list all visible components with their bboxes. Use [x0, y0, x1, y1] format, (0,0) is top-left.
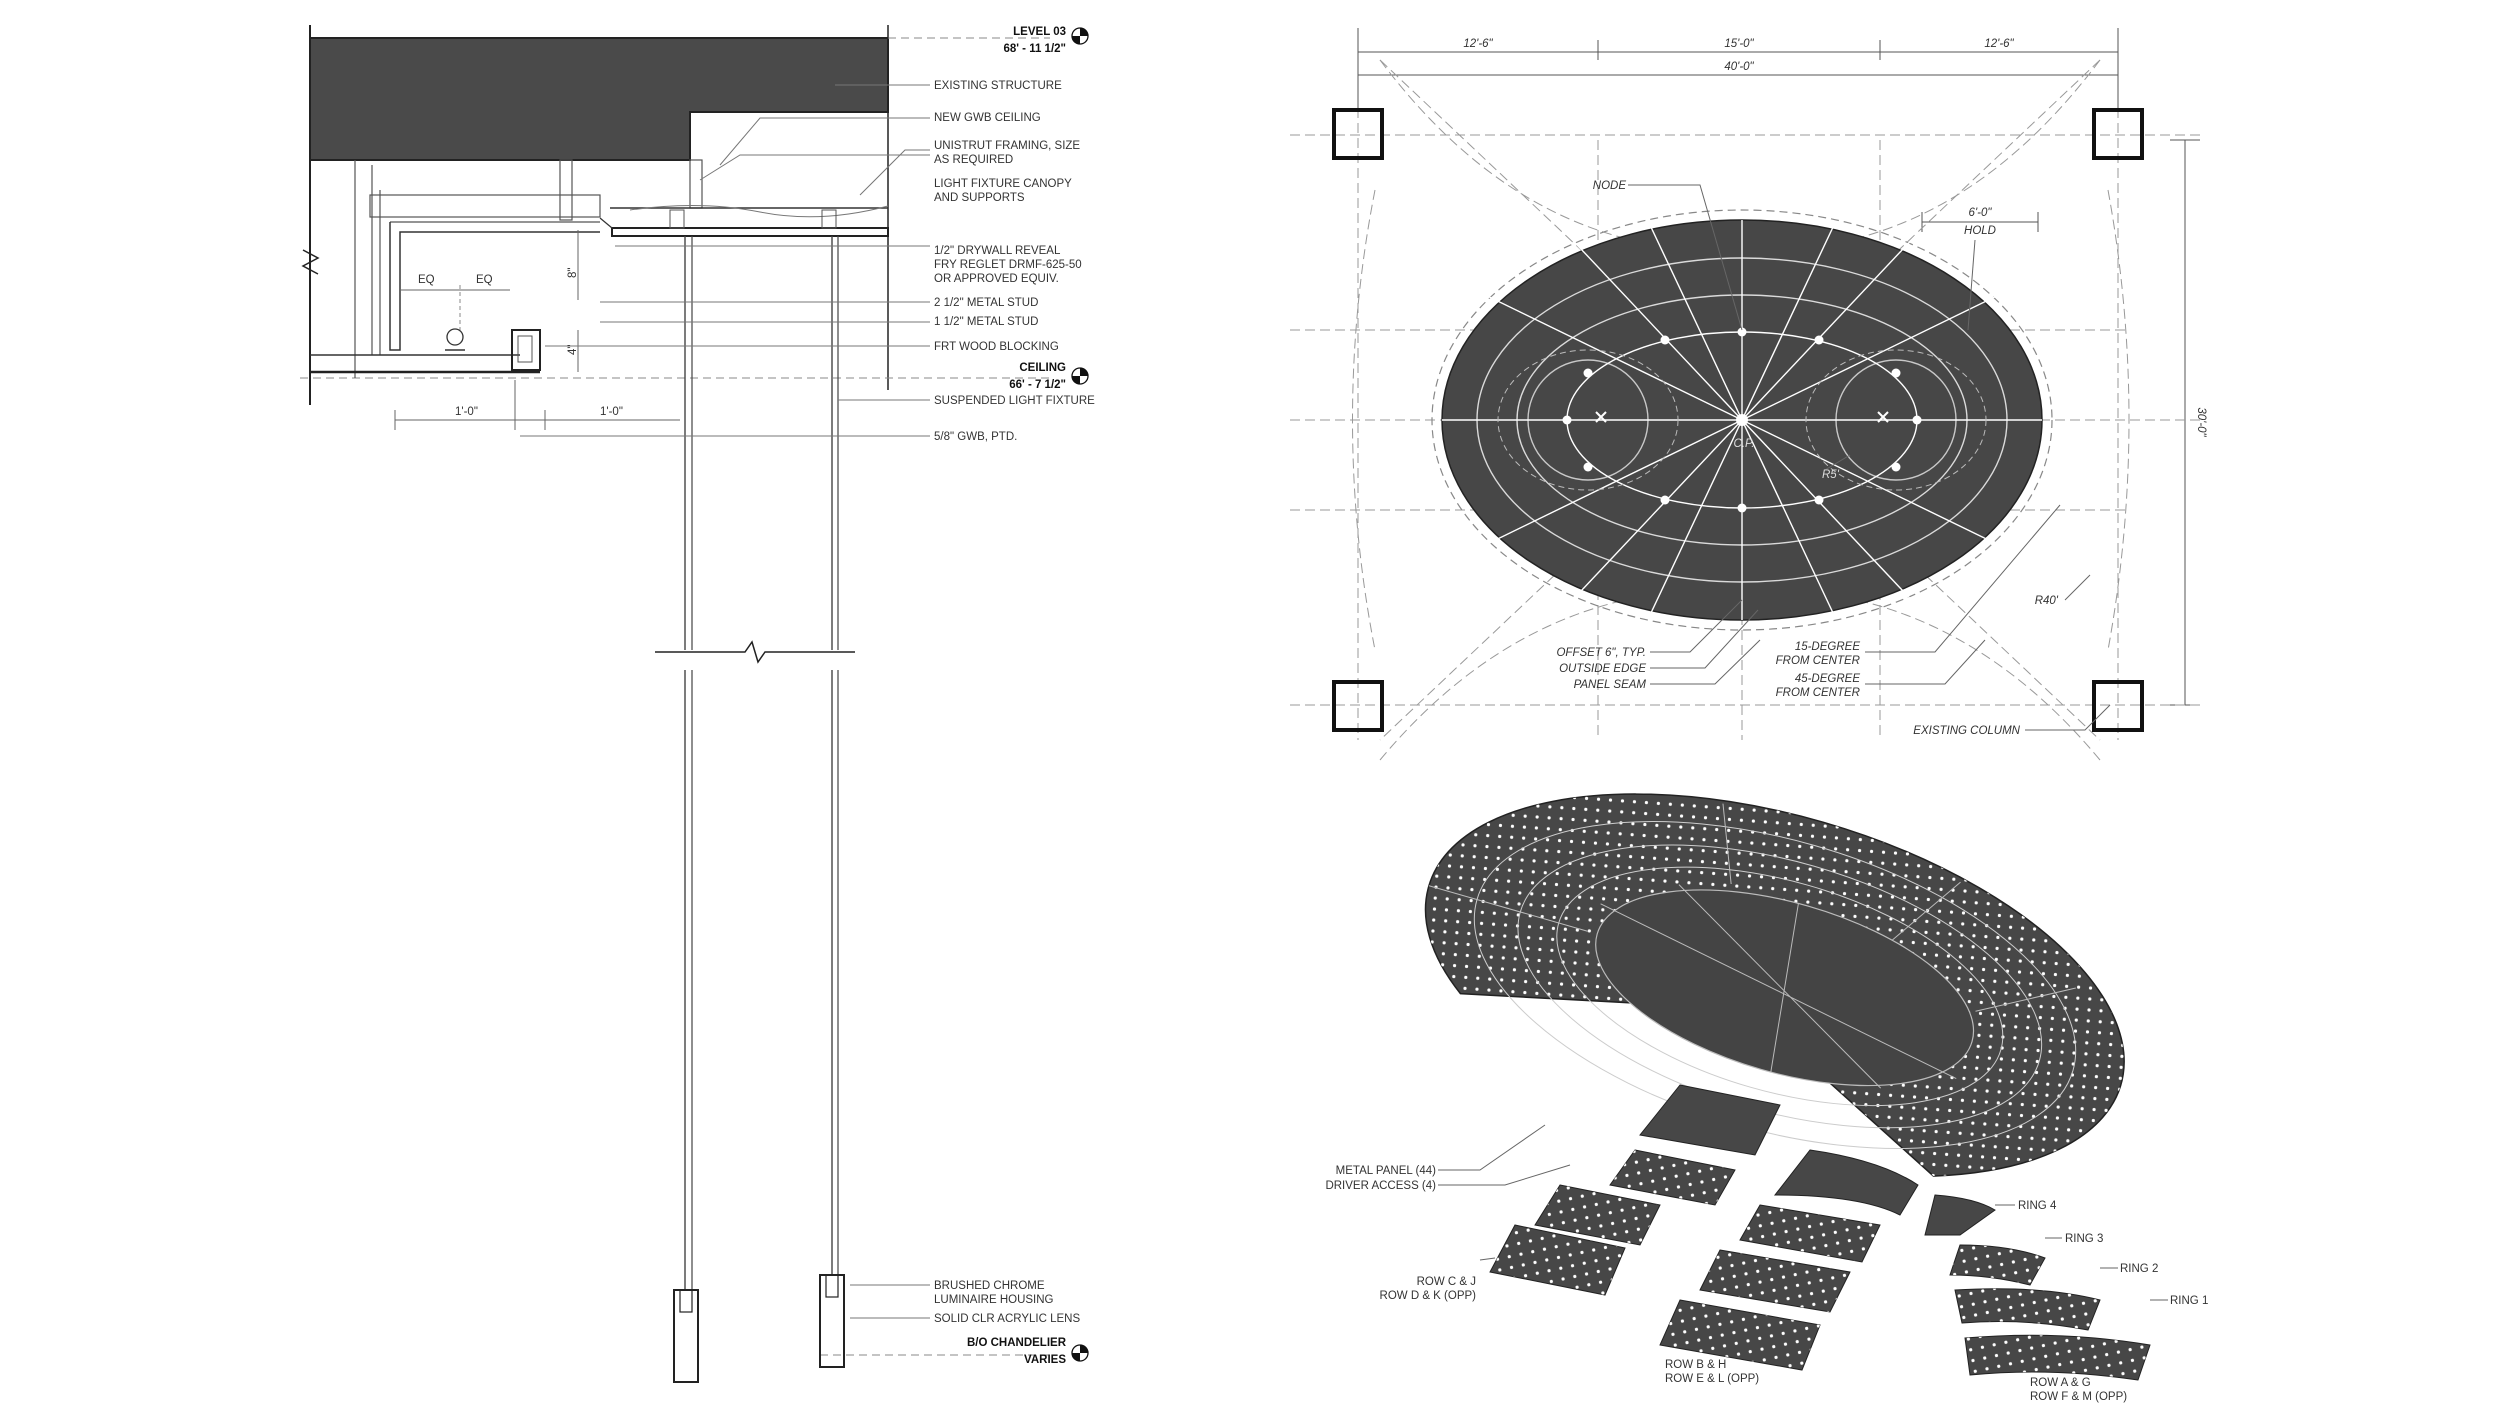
note-stud-25: 2 1/2" METAL STUD: [934, 297, 1039, 309]
dim-eight: 8": [567, 267, 579, 278]
dim-height: 30'-0": [2195, 407, 2207, 437]
dim-one-ft-left: 1'-0": [455, 406, 478, 418]
axon-view: [1389, 723, 2168, 1380]
driver-access-panel-3: [1925, 1195, 1995, 1235]
dim-total: 40'-0": [1724, 61, 1754, 73]
note-reveal-2: FRY REGLET DRMF-625-50: [934, 259, 1082, 271]
deg15-label-1: 15-DEGREE: [1794, 641, 1860, 653]
level03-elevation: 68' - 11 1/2": [1003, 43, 1066, 55]
ring1-label: RING 1: [2170, 1295, 2209, 1307]
note-canopy-1: LIGHT FIXTURE CANOPY: [934, 178, 1072, 190]
dim-one-ft-right: 1'-0": [600, 406, 623, 418]
driver-access-panel-1: [1640, 1085, 1780, 1155]
dim-four: 4": [567, 344, 579, 355]
deg15-label-2: FROM CENTER: [1775, 655, 1860, 667]
note-reveal-1: 1/2" DRYWALL REVEAL: [934, 245, 1061, 257]
ring4-label: RING 4: [2018, 1200, 2057, 1212]
column-br: [2094, 682, 2142, 730]
dim-eq-2: EQ: [476, 274, 493, 286]
note-existing-structure: EXISTING STRUCTURE: [934, 80, 1062, 92]
existing-structure-slab: [310, 38, 888, 160]
chandelier-elevation: VARIES: [1024, 1354, 1066, 1366]
column-bl: [1334, 682, 1382, 730]
dim-eq-1: EQ: [418, 274, 435, 286]
note-reveal-3: OR APPROVED EQUIV.: [934, 273, 1059, 285]
metal-panel-label: METAL PANEL (44): [1335, 1165, 1436, 1177]
dim-hold: 6'-0": [1968, 207, 1992, 219]
note-unistrut-2: AS REQUIRED: [934, 154, 1014, 166]
ceiling-title: CEILING: [1019, 362, 1066, 374]
existing-column-label: EXISTING COLUMN: [1913, 725, 2020, 737]
note-canopy-2: AND SUPPORTS: [934, 192, 1025, 204]
note-chrome-2: LUMINAIRE HOUSING: [934, 1294, 1054, 1306]
row-bh-label-1: ROW B & H: [1665, 1359, 1727, 1371]
luminaire-right: [820, 1275, 844, 1367]
outside-edge-label: OUTSIDE EDGE: [1559, 663, 1646, 675]
chandelier-title: B/O CHANDELIER: [966, 1337, 1066, 1349]
note-lens: SOLID CLR ACRYLIC LENS: [934, 1313, 1081, 1325]
hold-label: HOLD: [1964, 225, 1996, 237]
level-marker-chandelier: [1072, 1345, 1088, 1361]
offset-label: OFFSET 6", TYP.: [1556, 647, 1646, 659]
level03-title: LEVEL 03: [1013, 26, 1066, 38]
deg45-label-1: 45-DEGREE: [1794, 673, 1860, 685]
note-gwb: 5/8" GWB, PTD.: [934, 431, 1018, 443]
note-chrome-1: BRUSHED CHROME: [934, 1280, 1045, 1292]
level-marker-level03: [1072, 28, 1088, 44]
r40-label: R40': [2034, 595, 2058, 607]
dim-left: 12'-6": [1463, 38, 1493, 50]
note-suspended: SUSPENDED LIGHT FIXTURE: [934, 395, 1095, 407]
ceiling-elevation: 66' - 7 1/2": [1009, 379, 1066, 391]
node-label: NODE: [1592, 180, 1626, 192]
dim-right: 12'-6": [1984, 38, 2014, 50]
note-stud-15: 1 1/2" METAL STUD: [934, 316, 1039, 328]
luminaire-left: [674, 1290, 698, 1382]
panel-seam-label: PANEL SEAM: [1573, 679, 1646, 691]
cp-label: C.P.: [1733, 438, 1755, 450]
r5-label: R5': [1822, 469, 1839, 481]
ring3-label: RING 3: [2065, 1233, 2104, 1245]
level-marker-ceiling: [1072, 368, 1088, 384]
section-detail: [300, 25, 1088, 1382]
dim-mid: 15'-0": [1724, 38, 1754, 50]
ring2-label: RING 2: [2120, 1263, 2159, 1275]
deg45-label-2: FROM CENTER: [1775, 687, 1860, 699]
driver-access-label: DRIVER ACCESS (4): [1325, 1180, 1436, 1192]
note-unistrut-1: UNISTRUT FRAMING, SIZE: [934, 140, 1081, 152]
row-ag-label-1: ROW A & G: [2030, 1377, 2091, 1389]
note-frt: FRT WOOD BLOCKING: [934, 341, 1059, 353]
plan-view: [1290, 28, 2200, 760]
note-new-gwb: NEW GWB CEILING: [934, 112, 1041, 124]
row-bh-label-2: ROW E & L (OPP): [1665, 1373, 1760, 1385]
row-cj-label-1: ROW C & J: [1416, 1276, 1476, 1288]
row-ag-label-2: ROW F & M (OPP): [2030, 1391, 2128, 1403]
driver-access-panel-2: [1775, 1150, 1918, 1215]
row-cj-label-2: ROW D & K (OPP): [1379, 1290, 1476, 1302]
